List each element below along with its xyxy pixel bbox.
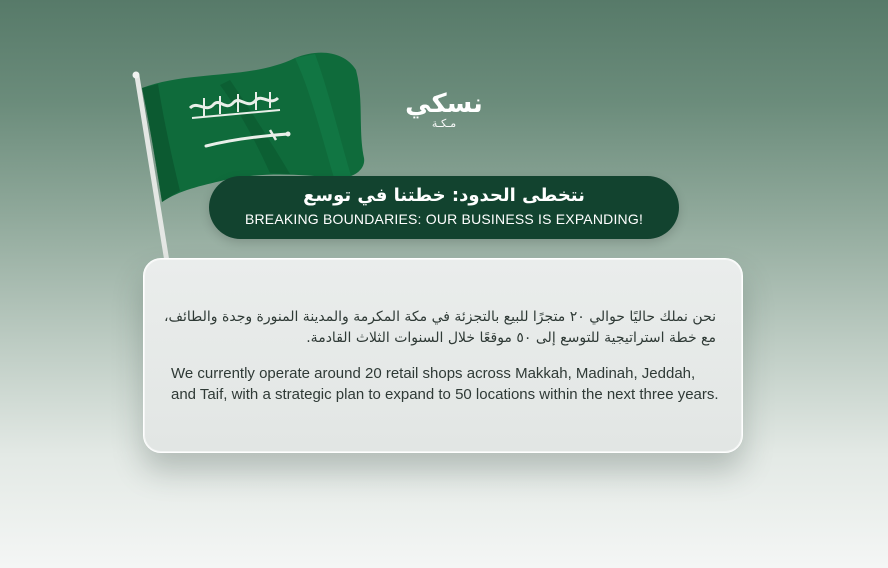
- nuskee-logo: [384, 90, 504, 140]
- info-card: [143, 258, 743, 453]
- logo-subtitle: مـكـة: [431, 117, 457, 130]
- heading-banner: [209, 176, 679, 239]
- card-text-english: We currently operate around 20 retail shops across Makkah, Madinah, Jeddah, and Taif, with a strategic plan to expand to 50 locations within the next three years.: [171, 365, 719, 403]
- heading-arabic: نتخطى الحدود: خطتنا في توسع: [303, 185, 585, 206]
- card-text-arabic: نحن نملك حاليًا حوالي ٢٠ متجرًا للبيع بالتجزئة في مكة المكرمة والمدينة المنورة وجدة والطائف، مع خطة استراتيجية للتوسع إلى ٥٠ موقعًا خلال السنوات الثلاث القادمة.: [163, 309, 716, 346]
- heading-english: BREAKING BOUNDARIES: OUR BUSINESS IS EXPANDING!: [244, 211, 644, 227]
- logo-wordmark: نسكي: [405, 89, 483, 119]
